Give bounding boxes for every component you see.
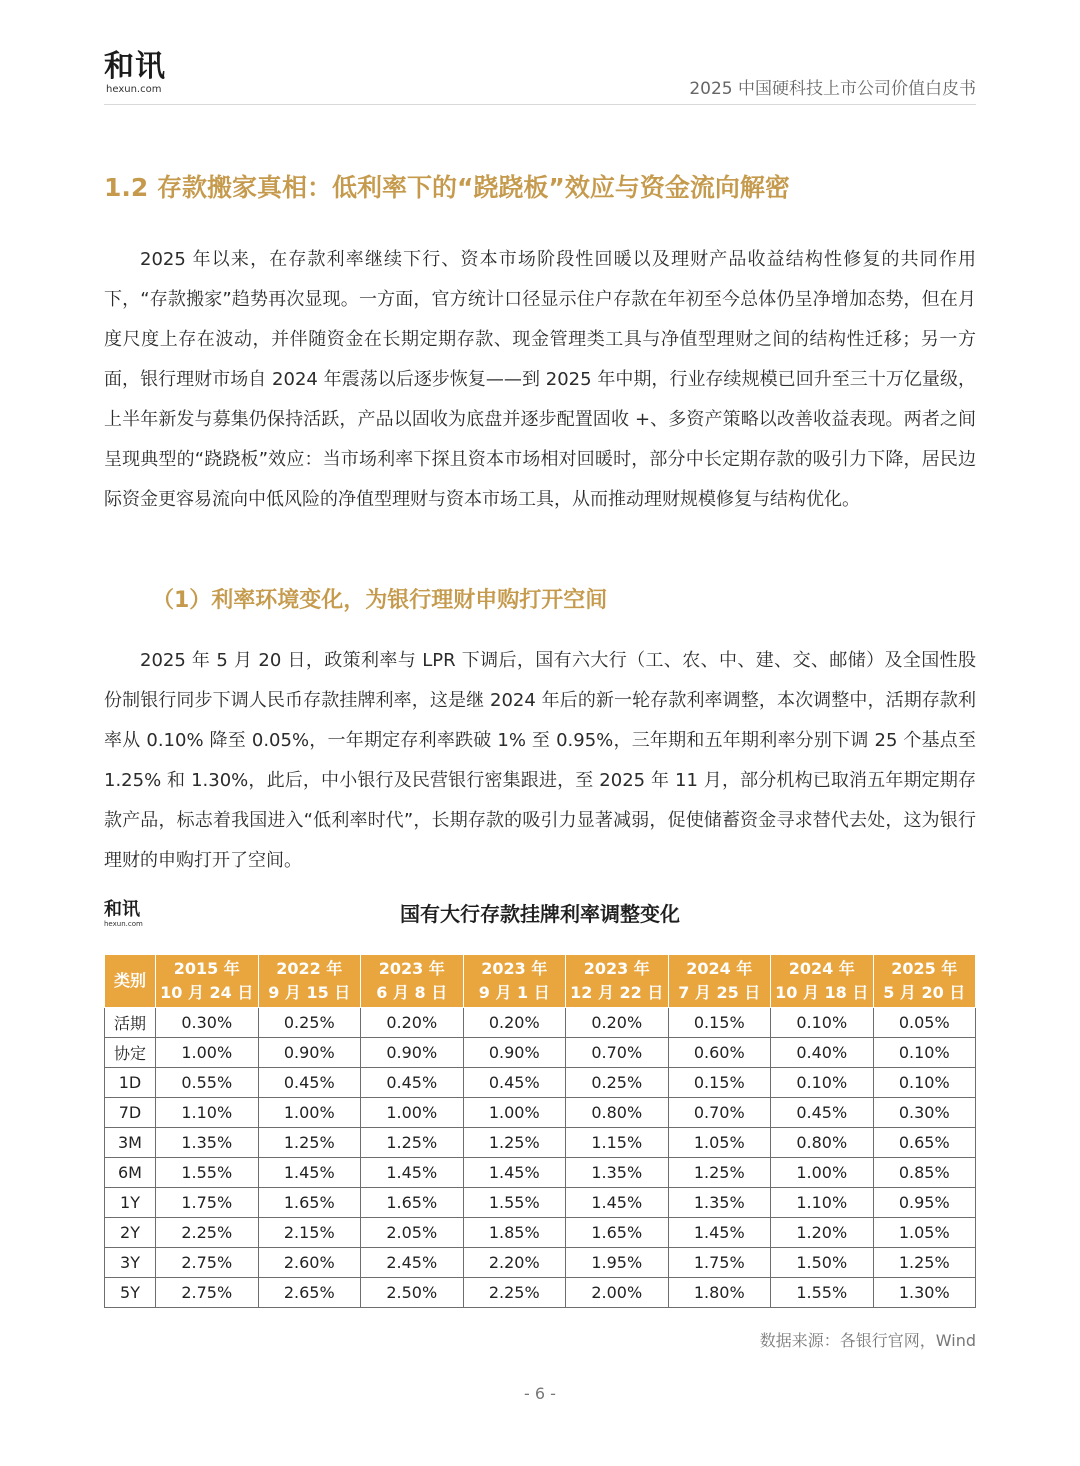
column-date: 10 月 24 日 [160, 983, 254, 1002]
rate-cell: 2.45% [361, 1248, 464, 1278]
rate-cell: 0.60% [668, 1038, 771, 1068]
row-label: 2Y [105, 1218, 156, 1248]
column-header [156, 955, 259, 1008]
rate-cell: 1.80% [668, 1278, 771, 1308]
rate-cell: 1.25% [361, 1128, 464, 1158]
rate-cell: 0.30% [156, 1008, 259, 1038]
page-number: - 6 - [524, 1384, 556, 1403]
column-header [463, 955, 566, 1008]
table-row [105, 1068, 976, 1098]
rate-cell: 0.20% [361, 1008, 464, 1038]
column-date: 7 月 25 日 [678, 983, 761, 1002]
column-date: 5 月 20 日 [883, 983, 966, 1002]
rate-cell: 1.25% [463, 1128, 566, 1158]
column-year: 2024 年 [788, 959, 855, 978]
rate-cell: 1.00% [361, 1098, 464, 1128]
paragraph-2: 2025 年 5 月 20 日，政策利率与 LPR 下调后，国有六大行（工、农、中、建、交、邮储）及全国性股份制银行同步下调人民币存款挂牌利率，这是继 2024 年后的新一轮存款利率调整，本次调整中，活期存款利率从 0.10% 降至 0.05%，一年期定存利率跌破 1% 至 0.95%，三年期和五年期利率分别下调 25 个基点至 1.25% 和 1.30%，此后，中小银行及民营银行密集跟进，至 2025 年 11 月，部分机构已取消五年期定期存款产品，标志着我国进入“低利率时代”，长期存款的吸引力显著减弱，促使储蓄资金寻求替代去处，这为银行理财的申购打开了空间。 [104, 650, 976, 871]
rate-cell: 0.95% [873, 1188, 976, 1218]
rate-cell: 1.00% [771, 1158, 874, 1188]
rate-cell: 1.65% [258, 1188, 361, 1218]
column-year: 2023 年 [481, 959, 548, 978]
column-year: 2015 年 [173, 959, 240, 978]
rate-cell: 1.55% [463, 1188, 566, 1218]
rate-cell: 0.45% [463, 1068, 566, 1098]
rate-cell: 0.70% [566, 1038, 669, 1068]
rate-cell: 1.00% [156, 1038, 259, 1068]
rate-cell: 1.05% [873, 1218, 976, 1248]
row-label: 5Y [105, 1278, 156, 1308]
rate-cell: 0.90% [361, 1038, 464, 1068]
rate-cell: 1.15% [566, 1128, 669, 1158]
column-header [668, 955, 771, 1008]
table-logo-mark: 和讯 [104, 899, 140, 920]
rate-cell: 1.05% [668, 1128, 771, 1158]
rate-cell: 0.25% [566, 1068, 669, 1098]
table-row [105, 1158, 976, 1188]
row-label: 6M [105, 1158, 156, 1188]
rate-cell: 1.10% [156, 1098, 259, 1128]
rate-cell: 0.25% [258, 1008, 361, 1038]
table-row [105, 1128, 976, 1158]
rate-cell: 0.70% [668, 1098, 771, 1128]
data-source-note: 数据来源：各银行官网，Wind [759, 1331, 976, 1350]
rate-cell: 2.05% [361, 1218, 464, 1248]
rate-cell: 2.15% [258, 1218, 361, 1248]
rate-cell: 0.10% [771, 1008, 874, 1038]
rate-cell: 1.45% [258, 1158, 361, 1188]
rate-cell: 0.80% [771, 1128, 874, 1158]
rate-cell: 1.25% [258, 1128, 361, 1158]
table-row [105, 1008, 976, 1038]
row-label: 活期 [105, 1008, 156, 1038]
logo-url: hexun.com [106, 84, 162, 95]
column-year: 2023 年 [378, 959, 445, 978]
rate-cell: 1.50% [771, 1248, 874, 1278]
row-label: 3M [105, 1128, 156, 1158]
rate-cell: 1.65% [566, 1218, 669, 1248]
section-title: 1.2 存款搬家真相：低利率下的“跷跷板”效应与资金流向解密 [104, 173, 790, 202]
table-row [105, 1038, 976, 1068]
rate-cell: 1.55% [771, 1278, 874, 1308]
rate-cell: 1.35% [668, 1188, 771, 1218]
table-header-row [105, 955, 976, 1008]
column-header [873, 955, 976, 1008]
rate-cell: 1.35% [156, 1128, 259, 1158]
column-year: 2023 年 [583, 959, 650, 978]
rate-cell: 1.45% [668, 1218, 771, 1248]
rate-cell: 0.30% [873, 1098, 976, 1128]
rate-cell: 1.95% [566, 1248, 669, 1278]
row-label: 1D [105, 1068, 156, 1098]
row-label: 3Y [105, 1248, 156, 1278]
rate-cell: 0.20% [463, 1008, 566, 1038]
rate-cell: 0.90% [463, 1038, 566, 1068]
column-date: 9 月 15 日 [268, 983, 351, 1002]
column-date: 9 月 1 日 [478, 983, 550, 1002]
table-logo-url: hexun.com [104, 920, 143, 928]
rate-cell: 1.00% [463, 1098, 566, 1128]
table-body [105, 1008, 976, 1308]
rate-cell: 1.00% [258, 1098, 361, 1128]
rate-cell: 0.10% [771, 1068, 874, 1098]
rate-cell: 2.65% [258, 1278, 361, 1308]
rate-cell: 0.05% [873, 1008, 976, 1038]
document-title: 2025 中国硬科技上市公司价值白皮书 [689, 79, 976, 99]
column-header [361, 955, 464, 1008]
paragraph-1: 2025 年以来，在存款利率继续下行、资本市场阶段性回暖以及理财产品收益结构性修复的共同作用下，“存款搬家”趋势再次显现。一方面，官方统计口径显示住户存款在年初至今总体仍呈净增加态势，但在月度尺度上存在波动，并伴随资金在长期定期存款、现金管理类工具与净值型理财之间的结构性迁移；另一方面，银行理财市场自 2024 年震荡以后逐步恢复——到 2025 年中期，行业存续规模已回升至三十万亿量级，上半年新发与募集仍保持活跃，产品以固收为底盘并逐步配置固收 +、多资产策略以改善收益表现。两者之间呈现典型的“跷跷板”效应：当市场利率下探且资本市场相对回暖时，部分中长定期存款的吸引力下降，居民边际资金更容易流向中低风险的净值型理财与资本市场工具，从而推动理财规模修复与结构优化。 [104, 249, 976, 510]
column-year: 2024 年 [686, 959, 753, 978]
column-header [566, 955, 669, 1008]
rate-cell: 1.45% [361, 1158, 464, 1188]
rate-cell: 0.90% [258, 1038, 361, 1068]
column-date: 6 月 8 日 [376, 983, 448, 1002]
table-title: 国有大行存款挂牌利率调整变化 [400, 902, 680, 926]
subsection-title: （1）利率环境变化，为银行理财申购打开空间 [152, 588, 608, 613]
rate-cell: 0.45% [258, 1068, 361, 1098]
rate-cell: 0.45% [771, 1098, 874, 1128]
rate-cell: 0.10% [873, 1038, 976, 1068]
table-row [105, 1248, 976, 1278]
table-row [105, 1188, 976, 1218]
rate-cell: 1.75% [156, 1188, 259, 1218]
column-year: 2022 年 [276, 959, 343, 978]
corner-header: 类别 [105, 955, 156, 1008]
column-year: 2025 年 [891, 959, 958, 978]
rate-cell: 2.75% [156, 1278, 259, 1308]
rate-cell: 2.25% [156, 1218, 259, 1248]
column-header [258, 955, 361, 1008]
rate-cell: 1.20% [771, 1218, 874, 1248]
rate-cell: 1.30% [873, 1278, 976, 1308]
row-label: 7D [105, 1098, 156, 1128]
rate-cell: 2.00% [566, 1278, 669, 1308]
rate-cell: 1.35% [566, 1158, 669, 1188]
column-date: 10 月 18 日 [775, 983, 869, 1002]
row-label: 1Y [105, 1188, 156, 1218]
rate-cell: 1.55% [156, 1158, 259, 1188]
header-divider [104, 104, 976, 105]
table-row [105, 1278, 976, 1308]
rate-cell: 0.45% [361, 1068, 464, 1098]
row-label: 协定 [105, 1038, 156, 1068]
rate-cell: 2.60% [258, 1248, 361, 1278]
hexun-logo [104, 50, 184, 96]
rate-cell: 1.25% [668, 1158, 771, 1188]
rate-cell: 1.10% [771, 1188, 874, 1218]
rate-cell: 0.80% [566, 1098, 669, 1128]
rate-cell: 0.65% [873, 1128, 976, 1158]
rate-cell: 2.75% [156, 1248, 259, 1278]
rate-cell: 0.10% [873, 1068, 976, 1098]
rate-cell: 0.20% [566, 1008, 669, 1038]
rate-cell: 0.15% [668, 1008, 771, 1038]
column-date: 12 月 22 日 [570, 983, 664, 1002]
rate-cell: 2.25% [463, 1278, 566, 1308]
rate-cell: 0.55% [156, 1068, 259, 1098]
deposit-rate-table [104, 954, 976, 1308]
logo-mark: 和讯 [104, 49, 166, 84]
rate-cell: 2.50% [361, 1278, 464, 1308]
rate-cell: 1.85% [463, 1218, 566, 1248]
table-row [105, 1098, 976, 1128]
column-header [771, 955, 874, 1008]
rate-cell: 0.15% [668, 1068, 771, 1098]
table-row [105, 1218, 976, 1248]
rate-cell: 1.75% [668, 1248, 771, 1278]
rate-cell: 2.20% [463, 1248, 566, 1278]
rate-cell: 0.85% [873, 1158, 976, 1188]
rate-cell: 0.40% [771, 1038, 874, 1068]
rate-cell: 1.45% [463, 1158, 566, 1188]
rate-cell: 1.65% [361, 1188, 464, 1218]
rate-cell: 1.45% [566, 1188, 669, 1218]
rate-cell: 1.25% [873, 1248, 976, 1278]
